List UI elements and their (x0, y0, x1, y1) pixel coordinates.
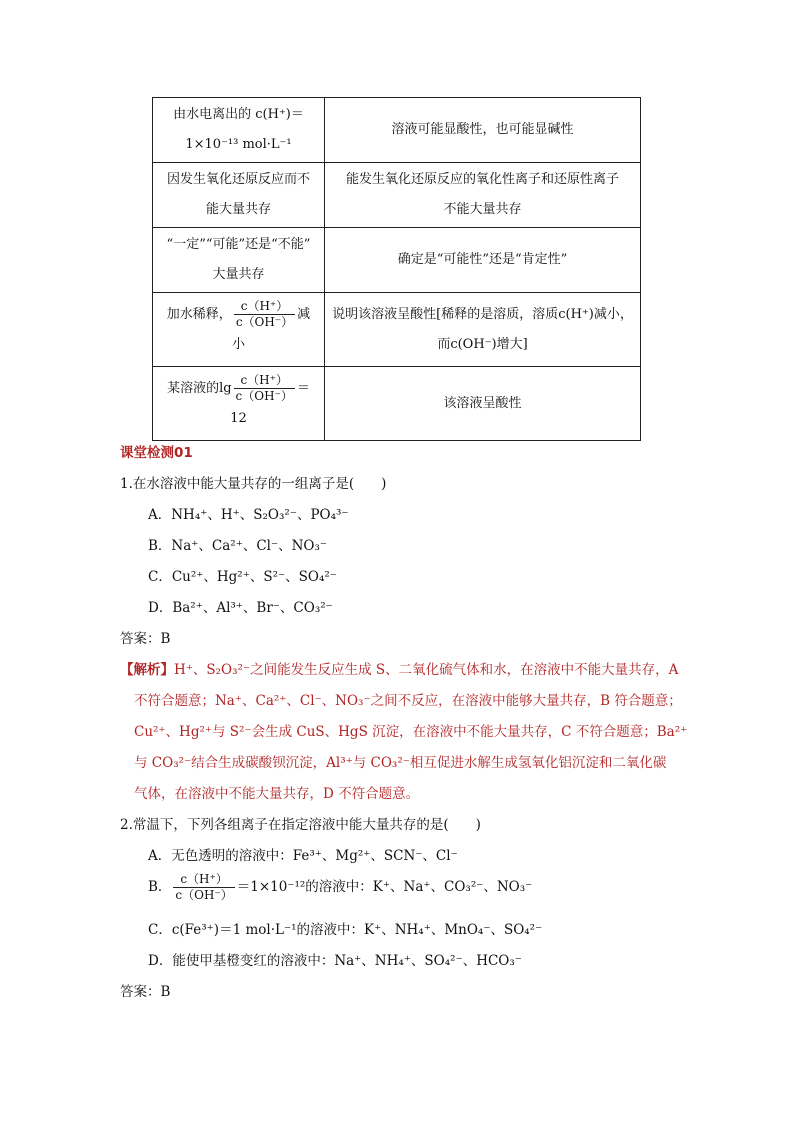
table-cell (153, 293, 325, 367)
fraction-denominator: c（OH⁻） (235, 389, 293, 403)
question-1-option-a: A．NH₄⁺、H⁺、S₂O₃²⁻、PO₄³⁻ (148, 507, 349, 523)
question-1-option-b: B．Na⁺、Ca²⁺、Cl⁻、NO₃⁻ (148, 538, 328, 554)
fraction-numerator: c（H⁺） (234, 299, 295, 315)
question-1-stem: 1.在水溶液中能大量共存的一组离子是( ) (120, 476, 387, 492)
cell-text: 能大量共存 (205, 202, 271, 217)
cell-text: 该溶液呈酸性 (443, 395, 522, 411)
cell-text: 减 (297, 307, 311, 322)
question-2-option-a: A．无色透明的溶液中：Fe³⁺、Mg²⁺、SCN⁻、Cl⁻ (148, 848, 458, 864)
fraction (234, 373, 295, 404)
fraction-numerator: c（H⁺） (173, 872, 234, 888)
cell-text: 溶液可能显酸性，也可能显碱性 (391, 122, 574, 137)
cell-text: 不能大量共存 (443, 202, 522, 217)
table-cell (153, 98, 325, 163)
cell-text: 由水电离出的 c(H⁺)＝ (173, 107, 304, 122)
question-2-option-b (148, 872, 532, 903)
section-title: 课堂检测01 (120, 445, 193, 461)
table-cell (325, 293, 641, 367)
cell-text: 确定是“可能性”还是“肯定性” (397, 252, 568, 267)
option-text: ＝1×10⁻¹²的溶液中：K⁺、Na⁺、CO₃²⁻、NO₃⁻ (236, 879, 533, 895)
coexistence-rules-table (152, 97, 641, 441)
question-2-option-d: D．能使甲基橙变红的溶液中：Na⁺、NH₄⁺、SO₄²⁻、HCO₃⁻ (148, 953, 522, 969)
question-2-stem: 2.常温下，下列各组离子在指定溶液中能大量共存的是( ) (120, 817, 481, 833)
question-1-analysis-line: 不符合题意；Na⁺、Ca²⁺、Cl⁻、NO₃⁻之间不反应，在溶液中能够大量共存，B 符合题意； (134, 693, 682, 709)
fraction (234, 299, 295, 330)
table-row (153, 98, 641, 163)
table-cell (325, 367, 641, 441)
table-row (153, 367, 641, 441)
cell-text: 大量共存 (212, 267, 265, 282)
cell-text: 1×10⁻¹³ mol·L⁻¹ (185, 137, 292, 152)
table-row (153, 293, 641, 367)
cell-text: 能发生氧化还原反应的氧化性离子和还原性离子 (345, 172, 619, 187)
table-cell (325, 98, 641, 163)
cell-text: 因发生氧化还原反应而不 (166, 172, 310, 187)
cell-text: 说明该溶液呈酸性[稀释的是溶质，溶质c(H⁺)减小， (332, 306, 633, 322)
cell-text: ＝ (296, 381, 310, 396)
option-label: B． (148, 879, 172, 895)
table-cell (153, 367, 325, 441)
question-1-option-c: C．Cu²⁺、Hg²⁺、S²⁻、SO₄²⁻ (148, 569, 337, 585)
question-1-analysis-line (120, 658, 678, 678)
table-cell (325, 228, 641, 293)
cell-text: 加水稀释， (166, 307, 232, 322)
fraction-denominator: c（OH⁻） (235, 315, 294, 329)
analysis-label: 【解析】 (120, 662, 174, 678)
fraction-denominator: c（OH⁻） (175, 888, 233, 902)
cell-text: 12 (230, 411, 247, 426)
table-row (153, 228, 641, 293)
question-1-analysis-line: 气体，在溶液中不能大量共存，D 不符合题意。 (134, 786, 420, 802)
table-cell (325, 163, 641, 228)
question-1-analysis-line: 与 CO₃²⁻结合生成碳酸钡沉淀，Al³⁺与 CO₃²⁻相互促进水解生成氢氧化铝沉淀和二氧化碳 (134, 755, 667, 771)
fraction-numerator: c（H⁺） (234, 373, 295, 389)
question-1-option-d: D．Ba²⁺、Al³⁺、Br⁻、CO₃²⁻ (148, 600, 333, 616)
cell-text: 某溶液的lg (167, 381, 232, 396)
cell-text: 而c(OH⁻)增大] (437, 336, 528, 352)
table-cell (153, 163, 325, 228)
cell-text: “一定”“可能”还是“不能” (166, 237, 311, 252)
table-row (153, 163, 641, 228)
fraction (173, 872, 234, 903)
table-cell (153, 228, 325, 293)
question-1-answer: 答案：B (120, 631, 171, 647)
cell-text: 小 (231, 337, 245, 352)
question-2-option-c: C．c(Fe³⁺)＝1 mol·L⁻¹的溶液中：K⁺、NH₄⁺、MnO₄⁻、SO₄²⁻ (148, 922, 543, 938)
question-1-analysis-line: Cu²⁺、Hg²⁺与 S²⁻会生成 CuS、HgS 沉淀，在溶液中不能大量共存，C 不符合题意；Ba²⁺ (134, 724, 688, 740)
question-2-answer: 答案：B (120, 984, 171, 1000)
analysis-text: H⁺、S₂O₃²⁻之间能发生反应生成 S、二氧化硫气体和水，在溶液中不能大量共存，A (174, 662, 679, 678)
